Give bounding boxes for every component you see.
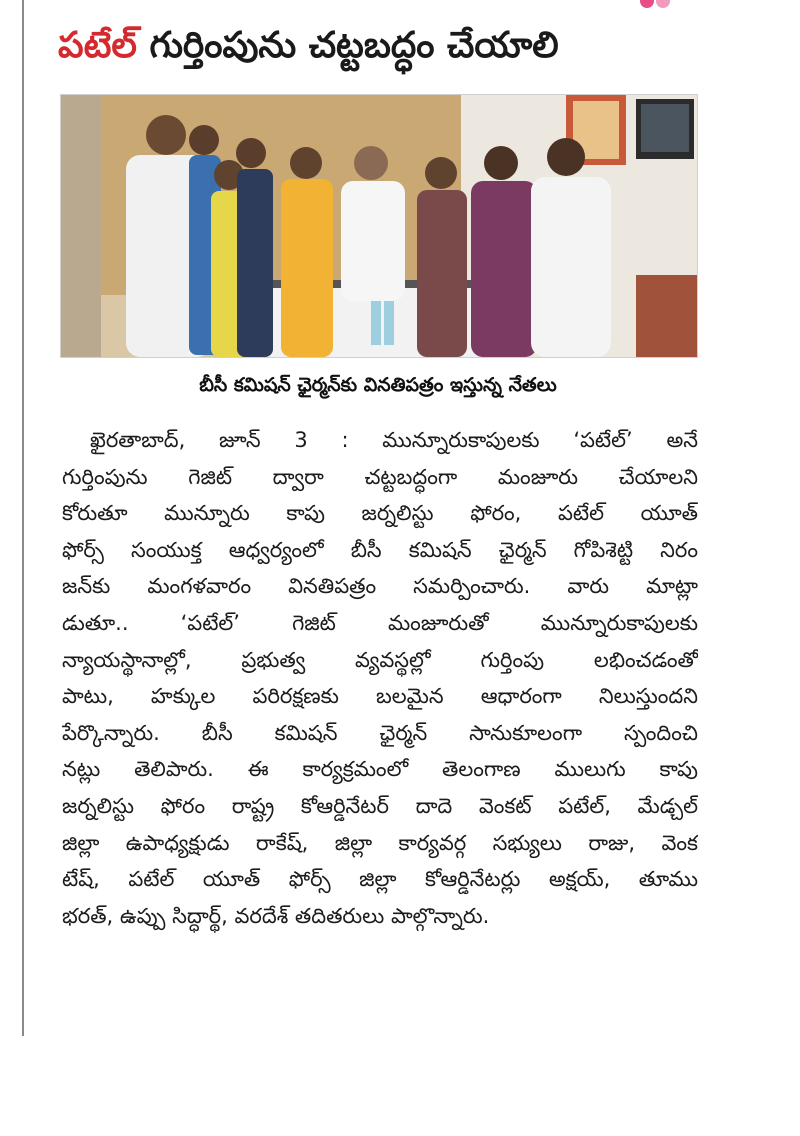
decorative-dot-icon [656,0,670,8]
article-line: జన్‌కు మంగళవారం వినతిపత్రం సమర్పించారు. వారు మాట్లా [62,574,698,599]
headline-rest: గుర్తింపును చట్టబద్ధం చేయాలి [136,25,559,66]
article-body [62,422,698,934]
article-line: గుర్తింపును గెజిట్ ద్వారా చట్టబద్ధంగా మంజూరు చేయాలని [62,464,698,489]
article-line: టేష్, పటేల్ యూత్ ఫోర్స్ జిల్లా కోఆర్డినేటర్లు అక్షయ్, తూము [62,867,698,892]
headline [58,18,718,74]
column-divider [22,0,24,1036]
news-photo [60,94,698,358]
article-line: జిల్లా ఉపాధ్యక్షుడు రాకేష్, జిల్లా కార్యవర్గ సభ్యులు రాజు, వెంక [62,830,698,855]
article-line: పేర్కొన్నారు. బీసీ కమిషన్ ఛైర్మన్ సానుకూలంగా స్పందించి [62,720,698,745]
article-line: డుతూ.. ‘పటేల్’ గెజిట్ మంజూరుతో మున్నూరుకాపులకు [62,610,698,635]
article-line: జర్నలిస్టు ఫోరం రాష్ట్ర కోఆర్డినేటర్ దాదె వెంకట్ పటేల్, మేడ్చల్ [62,793,698,818]
article-line: నట్లు తెలిపారు. ఈ కార్యక్రమంలో తెలంగాణ ములుగు కాపు [62,757,698,782]
article-line: ఖైరతాబాద్, జూన్ 3 : మున్నూరుకాపులకు ‘పటేల్’ అనే [90,428,698,452]
article-line: ఫోర్స్ సంయుక్త ఆధ్వర్యంలో బీసీ కమిషన్ ఛైర్మన్ గోపిశెట్టి నిరం [62,537,698,562]
group-photo-icon [61,95,697,357]
article-line: కోరుతూ మున్నూరు కాపు జర్నలిస్టు ఫోరం, పటేల్ యూత్ [62,501,698,526]
decorative-dot-icon [640,0,654,8]
article-line: పాటు, హక్కుల పరిరక్షణకు బలమైన ఆధారంగా నిలుస్తుందని [62,684,698,709]
headline-accent: పటేల్ [58,25,137,66]
article-line: భరత్, ఉప్పు సిద్ధార్థ్, వరదేశ్ తదితరులు పాల్గొన్నారు. [62,903,490,928]
top-strip [0,0,800,8]
photo-caption: బీసీ కమిషన్ ఛైర్మన్‌కు వినతిపత్రం ఇస్తున్న నేతలు [199,374,557,396]
article-line: న్యాయస్థానాల్లో, ప్రభుత్వ వ్యవస్థల్లో గుర్తింపు లభించడంతో [62,647,698,672]
